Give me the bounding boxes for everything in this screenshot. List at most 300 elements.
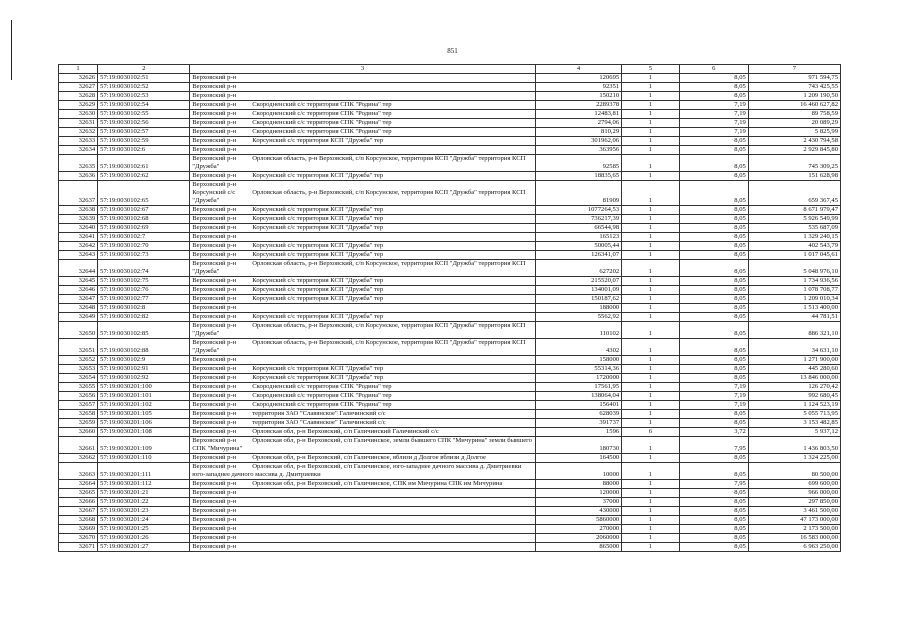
count-value: 1 — [622, 498, 680, 507]
rate-value: 8,05 — [679, 534, 748, 543]
cadastral-value: 3 461 500,00 — [748, 507, 840, 516]
count-value: 1 — [622, 365, 680, 374]
cadastral-value: 47 173 000,00 — [748, 516, 840, 525]
table-row — [59, 119, 841, 128]
cadastral-number: 57:19:0030201:111 — [98, 463, 190, 480]
district-name: Верховский р-н — [192, 172, 237, 179]
address-description: Корсунский с/с территория КСП "Дружба" тер — [252, 206, 384, 213]
table-row — [59, 110, 841, 119]
rate-value: 8,05 — [679, 304, 748, 313]
row-number: 32637 — [59, 181, 98, 206]
district-name: Верховский р-н — [192, 534, 237, 541]
table-row — [59, 454, 841, 463]
area-value: 5562,92 — [535, 313, 621, 322]
location-cell — [190, 313, 536, 322]
district-name: Верховский р-н — [192, 286, 237, 293]
cadastral-number: 57:19:0030201:27 — [98, 543, 190, 552]
rate-value: 8,05 — [679, 181, 748, 206]
table-row — [59, 277, 841, 286]
cadastral-number: 57:19:0030201:25 — [98, 525, 190, 534]
row-number: 32636 — [59, 172, 98, 181]
count-value: 1 — [622, 516, 680, 525]
cadastral-value: 5 048 976,10 — [748, 260, 840, 277]
table-row — [59, 128, 841, 137]
rate-value: 7,19 — [679, 119, 748, 128]
cadastral-value: 992 680,45 — [748, 392, 840, 401]
table-row — [59, 356, 841, 365]
row-number: 32650 — [59, 322, 98, 339]
table-row — [59, 419, 841, 428]
count-value: 1 — [622, 146, 680, 155]
rate-value: 8,05 — [679, 260, 748, 277]
table-row — [59, 428, 841, 437]
rate-value: 8,05 — [679, 374, 748, 383]
cadastral-value: 13 846 000,00 — [748, 374, 840, 383]
location-cell — [190, 83, 536, 92]
row-number: 32659 — [59, 419, 98, 428]
district-name: Верховский р-н — [192, 463, 237, 470]
table-row — [59, 322, 841, 339]
cadastral-value: 5 926 549,99 — [748, 215, 840, 224]
cadastral-number: 57:19:0030102:57 — [98, 128, 190, 137]
location-cell — [190, 383, 536, 392]
area-value: 138064,04 — [535, 392, 621, 401]
cadastral-number: 57:19:0030201:24 — [98, 516, 190, 525]
rate-value: 7,19 — [679, 383, 748, 392]
area-value: 736217,39 — [535, 215, 621, 224]
district-name: Верховский р-н — [192, 410, 237, 417]
district-name: Верховский р-н — [192, 206, 237, 213]
row-number: 32660 — [59, 428, 98, 437]
area-value: 81909 — [535, 181, 621, 206]
address-description: Корсунский с/с территория КСП "Дружба" тер — [252, 295, 384, 302]
cadastral-number: 57:19:0030102:59 — [98, 137, 190, 146]
count-value: 1 — [622, 507, 680, 516]
row-number: 32635 — [59, 155, 98, 172]
cadastral-value: 445 280,60 — [748, 365, 840, 374]
count-value: 1 — [622, 206, 680, 215]
area-value: 18835,65 — [535, 172, 621, 181]
count-value: 1 — [622, 419, 680, 428]
location-cell — [190, 277, 536, 286]
cadastral-value: 2 929 845,80 — [748, 146, 840, 155]
cadastral-value: 151 628,98 — [748, 172, 840, 181]
count-value: 1 — [622, 313, 680, 322]
row-number: 32662 — [59, 454, 98, 463]
rate-value: 7,19 — [679, 401, 748, 410]
count-value: 1 — [622, 224, 680, 233]
rate-value: 7,19 — [679, 101, 748, 110]
cadastral-value: 743 425,55 — [748, 83, 840, 92]
table-row — [59, 83, 841, 92]
address-description: Корсунский с/с территория КСП "Дружба" тер — [252, 365, 384, 372]
district-name: Верховский р-н — [192, 313, 237, 320]
district-name: Верховский р-н — [192, 507, 237, 514]
row-number: 32642 — [59, 242, 98, 251]
cadastral-number: 57:19:0030102:6 — [98, 146, 190, 155]
district-name: Верховский р-н — [192, 543, 237, 550]
table-row — [59, 215, 841, 224]
district-name: Верховский р-н — [192, 233, 237, 240]
cadastral-value: 971 594,75 — [748, 74, 840, 83]
area-value: 50005,44 — [535, 242, 621, 251]
rate-value: 8,05 — [679, 322, 748, 339]
district-name: Верховский р-н — [192, 146, 237, 153]
table-row — [59, 146, 841, 155]
row-number: 32640 — [59, 224, 98, 233]
table-row — [59, 480, 841, 489]
count-value: 1 — [622, 101, 680, 110]
rate-value: 8,05 — [679, 137, 748, 146]
location-cell — [190, 480, 536, 489]
cadastral-number: 57:19:0030201:102 — [98, 401, 190, 410]
count-value: 6 — [622, 428, 680, 437]
count-value: 1 — [622, 181, 680, 206]
location-cell — [190, 172, 536, 181]
table-row — [59, 92, 841, 101]
area-value: 627202 — [535, 260, 621, 277]
table-row — [59, 507, 841, 516]
count-value: 1 — [622, 128, 680, 137]
area-value: 164500 — [535, 454, 621, 463]
cadastral-number: 57:19:0030201:109 — [98, 437, 190, 454]
cadastral-value: 1 324 225,00 — [748, 454, 840, 463]
table-row — [59, 304, 841, 313]
location-cell — [190, 260, 536, 277]
location-cell — [190, 295, 536, 304]
count-value: 1 — [622, 92, 680, 101]
district-name: Верховский р-н — [192, 525, 237, 532]
area-value: 88000 — [535, 480, 621, 489]
table-row — [59, 525, 841, 534]
count-value: 1 — [622, 233, 680, 242]
rate-value: 8,05 — [679, 92, 748, 101]
area-value: 2060000 — [535, 534, 621, 543]
rate-value: 8,05 — [679, 206, 748, 215]
district-name: Верховский р-н — [192, 251, 237, 258]
row-number: 32669 — [59, 525, 98, 534]
row-number: 32654 — [59, 374, 98, 383]
rate-value: 8,05 — [679, 146, 748, 155]
column-header: 2 — [98, 65, 190, 74]
table-row — [59, 224, 841, 233]
count-value: 1 — [622, 215, 680, 224]
area-value: 92585 — [535, 155, 621, 172]
cadastral-value: 886 321,10 — [748, 322, 840, 339]
area-value: 156401 — [535, 401, 621, 410]
column-header: 7 — [748, 65, 840, 74]
area-value: 1077264,53 — [535, 206, 621, 215]
area-value: 4302 — [535, 339, 621, 356]
count-value: 1 — [622, 172, 680, 181]
rate-value: 8,05 — [679, 498, 748, 507]
cadastral-number: 57:19:0030102:70 — [98, 242, 190, 251]
count-value: 1 — [622, 437, 680, 454]
rate-value: 8,05 — [679, 155, 748, 172]
table-row — [59, 286, 841, 295]
count-value: 1 — [622, 83, 680, 92]
address-description: Корсунский с/с территория КСП "Дружба" тер — [252, 277, 384, 284]
row-number: 32666 — [59, 498, 98, 507]
rate-value: 8,05 — [679, 215, 748, 224]
cadastral-value: 2 173 500,00 — [748, 525, 840, 534]
row-number: 32632 — [59, 128, 98, 137]
location-cell — [190, 516, 536, 525]
location-cell — [190, 242, 536, 251]
cadastral-value: 745 309,25 — [748, 155, 840, 172]
count-value: 1 — [622, 356, 680, 365]
rate-value: 8,05 — [679, 419, 748, 428]
location-cell — [190, 410, 536, 419]
location-cell — [190, 365, 536, 374]
area-value: 1720000 — [535, 374, 621, 383]
table-row — [59, 172, 841, 181]
rate-value: 8,05 — [679, 233, 748, 242]
area-value: 10000 — [535, 463, 621, 480]
cadastral-value: 20 089,29 — [748, 119, 840, 128]
address-description: Скородненский с/с территория СПК "Родина" тер — [252, 119, 392, 126]
area-value: 810,29 — [535, 128, 621, 137]
row-number: 32661 — [59, 437, 98, 454]
location-cell — [190, 543, 536, 552]
cadastral-number: 57:19:0030102:75 — [98, 277, 190, 286]
rate-value: 8,05 — [679, 313, 748, 322]
table-row — [59, 437, 841, 454]
location-cell — [190, 224, 536, 233]
district-name: Верховский р-н — [192, 392, 237, 399]
count-value: 1 — [622, 251, 680, 260]
cadastral-number: 57:19:0030201:100 — [98, 383, 190, 392]
address-description: Орловская область, р-н Верховский, с/п Корсунское, территория КСП "Дружба" территория КСП "Дружба" — [192, 339, 526, 354]
address-description: Корсунский с/с территория КСП "Дружба" тер — [252, 137, 384, 144]
cadastral-number: 57:19:0030102:67 — [98, 206, 190, 215]
cadastral-number: 57:19:0030201:26 — [98, 534, 190, 543]
rate-value: 7,95 — [679, 437, 748, 454]
count-value: 1 — [622, 410, 680, 419]
address-description: Скородненский с/с территория СПК "Родина" тер — [252, 401, 392, 408]
count-value: 1 — [622, 137, 680, 146]
area-value: 430000 — [535, 507, 621, 516]
row-number: 32630 — [59, 110, 98, 119]
district-name: Верховский р-н — [192, 295, 237, 302]
district-name: Верховский р-н — [192, 155, 237, 162]
area-value: 301962,06 — [535, 137, 621, 146]
cadastral-value: 535 687,09 — [748, 224, 840, 233]
address-description: Корсунский с/с территория КСП "Дружба" тер — [252, 242, 384, 249]
cadastral-value: 16 460 627,82 — [748, 101, 840, 110]
cadastral-value: 89 758,59 — [748, 110, 840, 119]
address-description: Скородненский с/с территория СПК "Родина" тер — [252, 101, 392, 108]
address-description: Скородненский с/с территория СПК "Родина" тер — [252, 392, 392, 399]
cadastral-number: 57:19:0030102:77 — [98, 295, 190, 304]
table-row — [59, 401, 841, 410]
district-name: Верховский р-н — [192, 365, 237, 372]
area-value: 150210 — [535, 92, 621, 101]
cadastral-number: 57:19:0030201:23 — [98, 507, 190, 516]
rate-value: 8,05 — [679, 543, 748, 552]
rate-value: 8,05 — [679, 365, 748, 374]
cadastral-value: 1 209 190,50 — [748, 92, 840, 101]
table-row — [59, 242, 841, 251]
district-name: Верховский р-н — [192, 454, 237, 461]
cadastral-value: 3 153 482,85 — [748, 419, 840, 428]
cadastral-number: 57:19:0030102:88 — [98, 339, 190, 356]
area-value: 2794,06 — [535, 119, 621, 128]
page-number: 851 — [447, 47, 458, 55]
location-cell — [190, 74, 536, 83]
area-value: 92351 — [535, 83, 621, 92]
rate-value: 8,05 — [679, 286, 748, 295]
cadastral-number: 57:19:0030102:73 — [98, 251, 190, 260]
table-row — [59, 392, 841, 401]
district-name: Верховский р-н — [192, 374, 237, 381]
district-name: Верховский р-н — [192, 260, 237, 267]
count-value: 1 — [622, 119, 680, 128]
table-row — [59, 365, 841, 374]
rate-value: 7,95 — [679, 480, 748, 489]
location-cell — [190, 525, 536, 534]
table-row — [59, 313, 841, 322]
area-value: 5860000 — [535, 516, 621, 525]
area-value: 150187,62 — [535, 295, 621, 304]
district-name: Верховский р-н — [192, 137, 237, 144]
location-cell — [190, 251, 536, 260]
row-number: 32629 — [59, 101, 98, 110]
cadastral-number: 57:19:0030201:105 — [98, 410, 190, 419]
rate-value: 8,05 — [679, 410, 748, 419]
district-name: Верховский р-н — [192, 383, 237, 390]
address-description: Корсунский с/с территория КСП "Дружба" тер — [252, 251, 384, 258]
address-description: Орловская обл, р-н Верховский, с/п Галичинское, земли бывшего СПК "Мичурина" земли бывшего СПК "Мичурина" — [192, 437, 532, 452]
row-number: 32664 — [59, 480, 98, 489]
location-cell — [190, 233, 536, 242]
table-row — [59, 489, 841, 498]
district-name: Верховский р-н — [192, 322, 237, 329]
district-name: Верховский р-н — [192, 101, 237, 108]
cadastral-number: 57:19:0030102:9 — [98, 356, 190, 365]
cadastral-number: 57:19:0030102:54 — [98, 101, 190, 110]
row-number: 32653 — [59, 365, 98, 374]
area-value: 2289378 — [535, 101, 621, 110]
district-name: Верховский р-н — [192, 215, 237, 222]
rate-value: 8,05 — [679, 516, 748, 525]
rate-value: 8,05 — [679, 339, 748, 356]
cadastral-number: 57:19:0030102:7 — [98, 233, 190, 242]
cadastral-value: 8 671 979,47 — [748, 206, 840, 215]
cadastral-value: 5 055 713,95 — [748, 410, 840, 419]
district-name: Верховский р-н — [192, 480, 237, 487]
row-number: 32667 — [59, 507, 98, 516]
district-name: Верховский р-н — [192, 83, 237, 90]
rate-value: 8,05 — [679, 454, 748, 463]
location-cell — [190, 137, 536, 146]
cadastral-number: 57:19:0030102:61 — [98, 155, 190, 172]
cadastral-number: 57:19:0030201:108 — [98, 428, 190, 437]
row-number: 32648 — [59, 304, 98, 313]
cadastral-value: 1 271 900,00 — [748, 356, 840, 365]
address-description: Орловская обл, р-н Верховский, с/п Галичинский Галичинский с/с — [252, 428, 439, 435]
location-cell — [190, 339, 536, 356]
table-row — [59, 181, 841, 206]
cadastral-value: 2 430 794,58 — [748, 137, 840, 146]
count-value: 1 — [622, 304, 680, 313]
row-number: 32638 — [59, 206, 98, 215]
count-value: 1 — [622, 401, 680, 410]
row-number: 32658 — [59, 410, 98, 419]
row-number: 32639 — [59, 215, 98, 224]
district-name: Верховский р-н — [192, 110, 237, 117]
column-header: 5 — [622, 65, 680, 74]
area-value: 215520,07 — [535, 277, 621, 286]
table-row — [59, 74, 841, 83]
area-value: 865000 — [535, 543, 621, 552]
rate-value: 7,19 — [679, 392, 748, 401]
table-row — [59, 137, 841, 146]
district-name: Верховский р-н — [192, 277, 237, 284]
location-cell — [190, 507, 536, 516]
row-number: 32649 — [59, 313, 98, 322]
cadastral-value: 659 367,45 — [748, 181, 840, 206]
district-name: Верховский р-н — [192, 74, 237, 81]
row-number: 32641 — [59, 233, 98, 242]
cadastral-number: 57:19:0030201:22 — [98, 498, 190, 507]
count-value: 1 — [622, 277, 680, 286]
row-number: 32626 — [59, 74, 98, 83]
district-name: Верховский р-н — [192, 304, 237, 311]
address-description: территория ЗАО "Славянское" Галичинский с/с — [252, 410, 386, 417]
cadastral-number: 57:19:0030201:21 — [98, 489, 190, 498]
table-row — [59, 498, 841, 507]
rate-value: 8,05 — [679, 295, 748, 304]
cadastral-value: 1 734 936,56 — [748, 277, 840, 286]
district-name: Верховский р-н — [192, 419, 237, 426]
rate-value: 8,05 — [679, 242, 748, 251]
district-name: Верховский р-н — [192, 224, 237, 231]
location-cell — [190, 206, 536, 215]
count-value: 1 — [622, 543, 680, 552]
district-name: Верховский р-н — [192, 356, 237, 363]
rate-value: 8,05 — [679, 172, 748, 181]
area-value: 126341,07 — [535, 251, 621, 260]
count-value: 1 — [622, 74, 680, 83]
column-number-row — [59, 65, 841, 74]
address-description: Скородненский с/с территория СПК "Родина" тер — [252, 128, 392, 135]
location-cell — [190, 374, 536, 383]
cadastral-value: 297 850,00 — [748, 498, 840, 507]
location-cell — [190, 181, 536, 206]
location-cell — [190, 155, 536, 172]
location-cell — [190, 437, 536, 454]
count-value: 1 — [622, 110, 680, 119]
count-value: 1 — [622, 534, 680, 543]
cadastral-number: 57:19:0030102:92 — [98, 374, 190, 383]
count-value: 1 — [622, 480, 680, 489]
row-number: 32631 — [59, 119, 98, 128]
cadastral-value: 1 078 708,77 — [748, 286, 840, 295]
rate-value: 8,05 — [679, 277, 748, 286]
area-value: 66544,98 — [535, 224, 621, 233]
column-header: 1 — [59, 65, 98, 74]
location-cell — [190, 428, 536, 437]
count-value: 1 — [622, 322, 680, 339]
count-value: 1 — [622, 392, 680, 401]
table-row — [59, 101, 841, 110]
rate-value: 8,05 — [679, 507, 748, 516]
cadastral-number: 57:19:0030102:74 — [98, 260, 190, 277]
district-name: Верховский р-н — [192, 428, 237, 435]
row-number: 32627 — [59, 83, 98, 92]
rate-value: 8,05 — [679, 83, 748, 92]
